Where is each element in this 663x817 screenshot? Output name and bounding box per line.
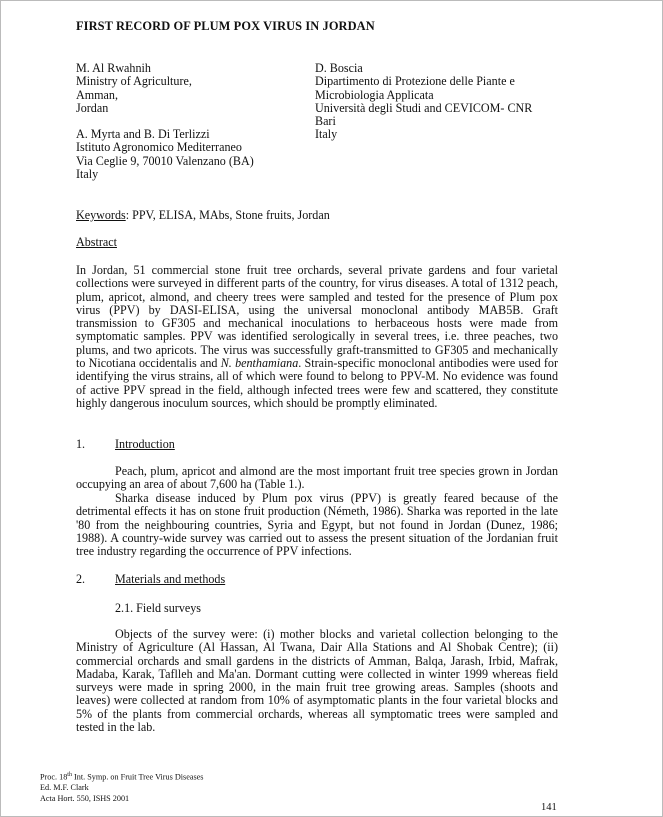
footer-superscript: th — [67, 772, 72, 778]
abstract-heading: Abstract — [76, 235, 117, 249]
author-country: Italy — [76, 166, 99, 181]
subsection-heading-field-surveys: 2.1. Field surveys — [115, 601, 201, 615]
abstract-paragraph — [76, 264, 558, 410]
section-title: Introduction — [115, 437, 175, 451]
introduction-paragraph-1: Peach, plum, apricot and almond are the most important fruit tree species grown in Jordan occupying an area of about 7,600 ha (Table 1.). — [76, 464, 558, 492]
footer-editor: Ed. M.F. Clark — [40, 783, 89, 793]
abstract-species-italic: N. benthamiana — [220, 356, 299, 371]
page-number: 141 — [541, 802, 557, 813]
keywords-label: Keywords — [76, 208, 126, 222]
author-affiliation: Microbiologia Applicata — [315, 87, 434, 102]
author-address: Via Ceglie 9, 70010 Valenzano (BA) — [76, 153, 254, 168]
footer-acta: Acta Hort. 550, ISHS 2001 — [40, 793, 130, 803]
author-block-boscia — [315, 62, 532, 142]
author-city: Bari — [315, 114, 336, 129]
abstract-text-a: In Jordan, 51 commercial stone fruit tree orchards, several private gardens and four varietal collections were surveyed in different parts of the country, for virus diseases. A total of 1312 peach, plum, apricot, almond, and cheery trees were sampled and tested for the presence of Plum pox virus (PPV) by DASI-ELISA, using the universal monoclonal antibody MAB5B. Graft transmission to GF305 and mechanical inoculations to herbaceous hosts were made from symptomatic samples. PPV was identified serologically in several trees, i.e. three peaches, two plums, and two apricots. The virus was successfully graft-transmitted to GF305 and mechanically to Nicotiana occidentalis and — [76, 263, 558, 371]
author-block-al-rwahnih — [76, 62, 192, 115]
author-affiliation: Ministry of Agriculture, — [76, 74, 192, 89]
introduction-paragraph-2: Sharka disease induced by Plum pox virus (PPV) is greatly feared because of the detrimental effects it has on stone fruit production (Németh, 1986). Sharka was reported in the late '80 from the neighbouring countries, Syria and Egypt, but not found in Jordan (Dunez, 1986; 1988). A country-wide survey was carried out to assess the present situation of the Jordanian fruit tree industry regarding the occurrence of PPV infections. — [76, 491, 558, 559]
author-country: Italy — [315, 127, 338, 142]
author-name: A. Myrta and B. Di Terlizzi — [76, 127, 210, 141]
section-heading-underlined — [76, 437, 175, 451]
citation-footer — [40, 770, 203, 805]
abstract-text-b: . Strain-specific monoclonal antibodies were used for identifying the virus strains, all of which were found to belong to PPV-M. No evidence was found of active PPV spread in the field, although infected trees were few and scattered, they constitute highly dangerous inoculum sources, which should be promptly eliminated. — [76, 356, 558, 410]
section-number: 2. — [76, 572, 86, 586]
field-surveys-paragraph: Objects of the survey were: (i) mother blocks and varietal collection belonging to the Ministry of Agriculture (Al Hassan, Al Twana, Dair Alla Stations and Al Shobak Centre); (ii) commercial orchards and small gardens in the districts of Amman, Balqa, Jarash, Irbid, Mafrak, Madaba, Karak, Taflleh and Ma'an. Dormant cutting were collected in winter 1999 whereas field surveys were made in spring 2000, in the main fruit tree growing areas. Samples (shoots and leaves) were collected at random from 10% of asymptomatic plants in the four varietal blocks and 5% of the plants from commercial orchards, whereas all symptomatic trees were sampled and tested in the lab. — [76, 627, 558, 735]
section-heading-introduction — [76, 437, 175, 452]
section-title: Materials and methods — [115, 572, 226, 586]
author-affiliation: Dipartimento di Protezione delle Piante e — [315, 74, 515, 89]
author-affiliation: Istituto Agronomico Mediterraneo — [76, 140, 242, 155]
author-name: M. Al Rwahnih — [76, 61, 151, 75]
keywords-text: : PPV, ELISA, MAbs, Stone fruits, Jordan — [125, 208, 330, 222]
author-block-myrta — [76, 128, 254, 181]
author-name: D. Boscia — [315, 61, 363, 75]
author-city: Amman, — [76, 87, 118, 102]
author-country: Jordan — [76, 100, 109, 115]
section-heading-underlined — [76, 572, 225, 586]
keywords-line — [76, 208, 330, 223]
footer-symposium-text: Int. Symp. on Fruit Tree Virus Diseases — [71, 772, 204, 782]
section-heading-materials-methods — [76, 572, 225, 587]
footer-proc-text: Proc. 18 — [40, 772, 68, 782]
footer-proceedings — [40, 770, 203, 783]
paper-title: FIRST RECORD OF PLUM POX VIRUS IN JORDAN — [76, 19, 375, 33]
section-number: 1. — [76, 437, 86, 451]
author-affiliation: Università degli Studi and CEVICOM- CNR — [315, 100, 533, 115]
